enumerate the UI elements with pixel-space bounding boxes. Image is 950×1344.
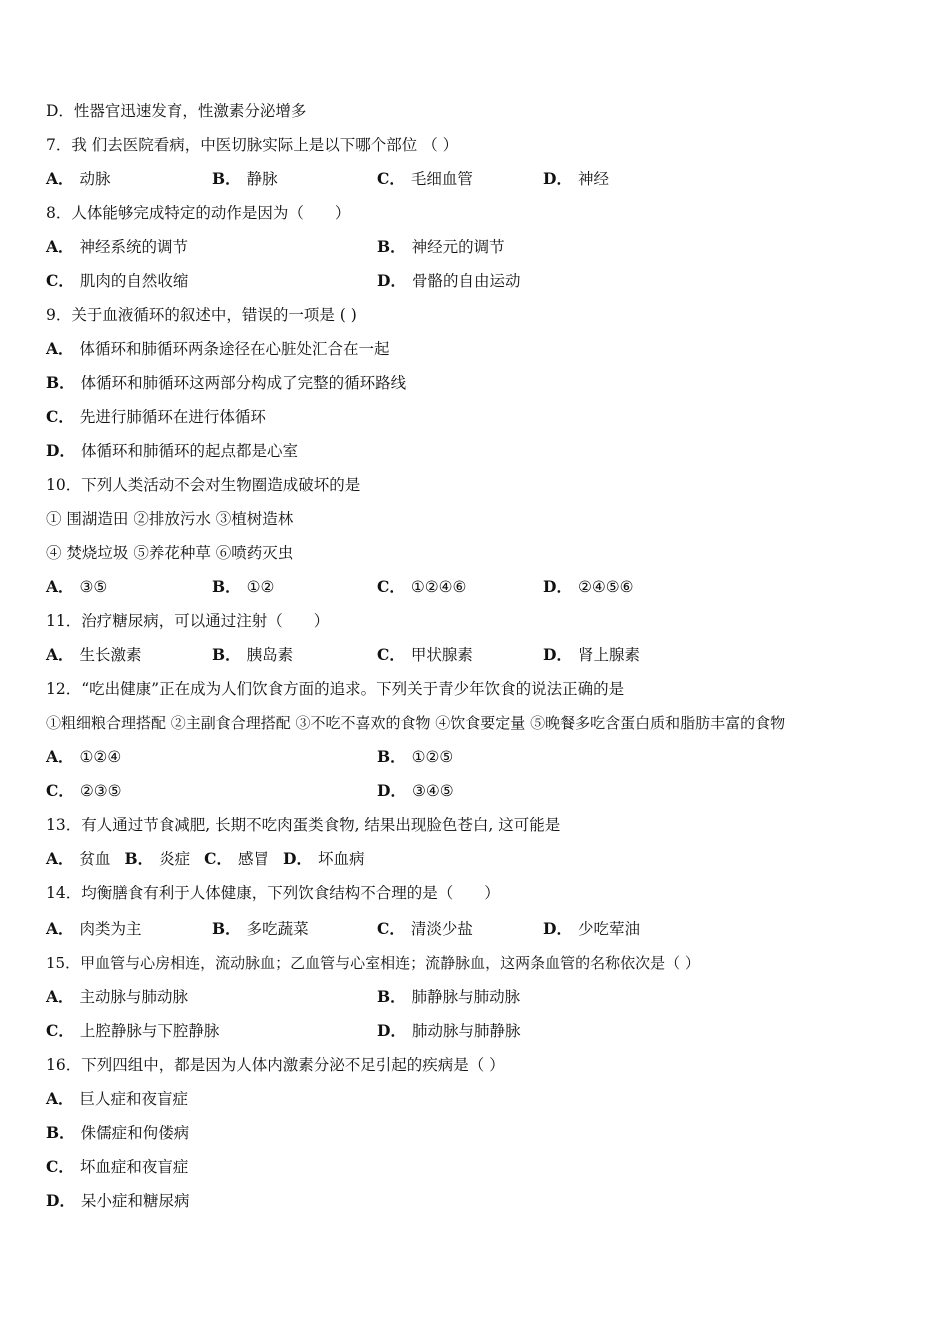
option-a: A． ①②④ (46, 747, 122, 766)
option-c: C． 上腔静脉与下腔静脉 (46, 1021, 220, 1040)
option-c: C． 甲状腺素 (377, 645, 473, 664)
prev-question-option-d (46, 94, 930, 128)
question-8-options-row1 (46, 230, 930, 264)
question-12-options-row1 (46, 740, 930, 774)
option-d: D． 肺动脉与肺静脉 (377, 1021, 521, 1040)
question-text: 13．有人通过节食减肥, 长期不吃肉蛋类食物, 结果出现脸色苍白, 这可能是 (46, 816, 561, 834)
option-d: D． ③④⑤ (377, 781, 454, 800)
option-text: D．性器官迅速发育，性激素分泌增多 (46, 102, 307, 120)
option-d: D． 骨骼的自由运动 (377, 271, 521, 290)
question-text: 7．我 们去医院看病，中医切脉实际上是以下哪个部位 （ ） (46, 136, 459, 154)
question-11-options (46, 638, 930, 672)
option-b: B． 多吃蔬菜 (212, 919, 309, 938)
option-c: C． ①②④⑥ (377, 577, 467, 596)
question-16-option-b: B． 侏儒症和佝偻病 (46, 1123, 190, 1142)
option-a: A． 贫血 (46, 849, 111, 868)
option-b: B． 神经元的调节 (377, 237, 505, 256)
option-c: C． ②③⑤ (46, 781, 122, 800)
option-c: C． 清淡少盐 (377, 919, 473, 938)
question-9-option-a: A． 体循环和肺循环两条途径在心脏处汇合在一起 (46, 339, 390, 358)
question-16-option-a: A． 巨人症和夜盲症 (46, 1089, 189, 1108)
question-text: 15．甲血管与心房相连，流动脉血；乙血管与心室相连；流静脉血，这两条血管的名称依次是（ ） (46, 954, 700, 972)
option-d: D． 神经 (543, 169, 609, 188)
question-7-stem (46, 128, 930, 162)
option-a: A． 肉类为主 (46, 919, 142, 938)
option-b: B． 静脉 (212, 169, 278, 188)
question-9-option-c: C． 先进行肺循环在进行体循环 (46, 407, 266, 426)
question-16-option-d: D． 呆小症和糖尿病 (46, 1191, 190, 1210)
question-7-options (46, 162, 930, 196)
option-a: A． 生长激素 (46, 645, 142, 664)
question-10-items-1: ① 围湖造田 ②排放污水 ③植树造林 (46, 510, 294, 528)
question-9-option-d: D． 体循环和肺循环的起点都是心室 (46, 441, 298, 460)
question-text: 14．均衡膳食有利于人体健康，下列饮食结构不合理的是（ ） (46, 884, 500, 902)
option-c: C． 毛细血管 (377, 169, 473, 188)
question-16-option-c: C． 坏血症和夜盲症 (46, 1157, 189, 1176)
question-14-stem (46, 876, 930, 910)
question-11-stem (46, 604, 930, 638)
question-13-options (46, 842, 930, 876)
question-15-stem (46, 946, 930, 980)
option-d: D． ②④⑤⑥ (543, 577, 634, 596)
question-12-stem (46, 672, 930, 706)
option-c: C． 感冒 (204, 849, 270, 868)
option-b: B． 胰岛素 (212, 645, 294, 664)
option-b: B． ①②⑤ (377, 747, 454, 766)
question-15-options-row2 (46, 1014, 930, 1048)
question-text: 9．关于血液循环的叙述中，错误的一项是 ( ) (46, 306, 357, 324)
question-10-stem (46, 468, 930, 502)
question-10-items-2: ④ 焚烧垃圾 ⑤养花种草 ⑥喷药灭虫 (46, 544, 294, 562)
question-text: 8．人体能够完成特定的动作是因为（ ） (46, 204, 351, 222)
question-8-stem (46, 196, 930, 230)
option-d: D． 肾上腺素 (543, 645, 640, 664)
question-text: 16．下列四组中，都是因为人体内激素分泌不足引起的疾病是（ ） (46, 1056, 505, 1074)
question-13-stem (46, 808, 930, 842)
option-c: C． 肌肉的自然收缩 (46, 271, 189, 290)
option-a: A． 主动脉与肺动脉 (46, 987, 189, 1006)
option-b: B． 肺静脉与肺动脉 (377, 987, 521, 1006)
option-d: D． 坏血病 (283, 849, 365, 868)
option-b: B． ①② (212, 577, 275, 596)
question-8-options-row2 (46, 264, 930, 298)
question-10-options (46, 570, 930, 604)
question-12-items: ①粗细粮合理搭配 ②主副食合理搭配 ③不吃不喜欢的食物 ④饮食要定量 ⑤晚餐多吃含蛋白质和脂肪丰富的食物 (46, 714, 786, 732)
question-12-options-row2 (46, 774, 930, 808)
option-a: A． 神经系统的调节 (46, 237, 189, 256)
question-text: 12．“吃出健康”正在成为人们饮食方面的追求。下列关于青少年饮食的说法正确的是 (46, 680, 625, 698)
question-16-stem (46, 1048, 930, 1082)
question-text: 10．下列人类活动不会对生物圈造成破坏的是 (46, 476, 361, 494)
option-b: B． 炎症 (124, 849, 191, 868)
question-14-options (46, 912, 930, 946)
question-9-stem (46, 298, 930, 332)
question-text: 11．治疗糖尿病，可以通过注射（ ） (46, 612, 330, 630)
option-a: A． ③⑤ (46, 577, 108, 596)
option-a: A． 动脉 (46, 169, 111, 188)
question-15-options-row1 (46, 980, 930, 1014)
option-d: D． 少吃荤油 (543, 919, 640, 938)
question-9-option-b: B． 体循环和肺循环这两部分构成了完整的循环路线 (46, 373, 407, 392)
